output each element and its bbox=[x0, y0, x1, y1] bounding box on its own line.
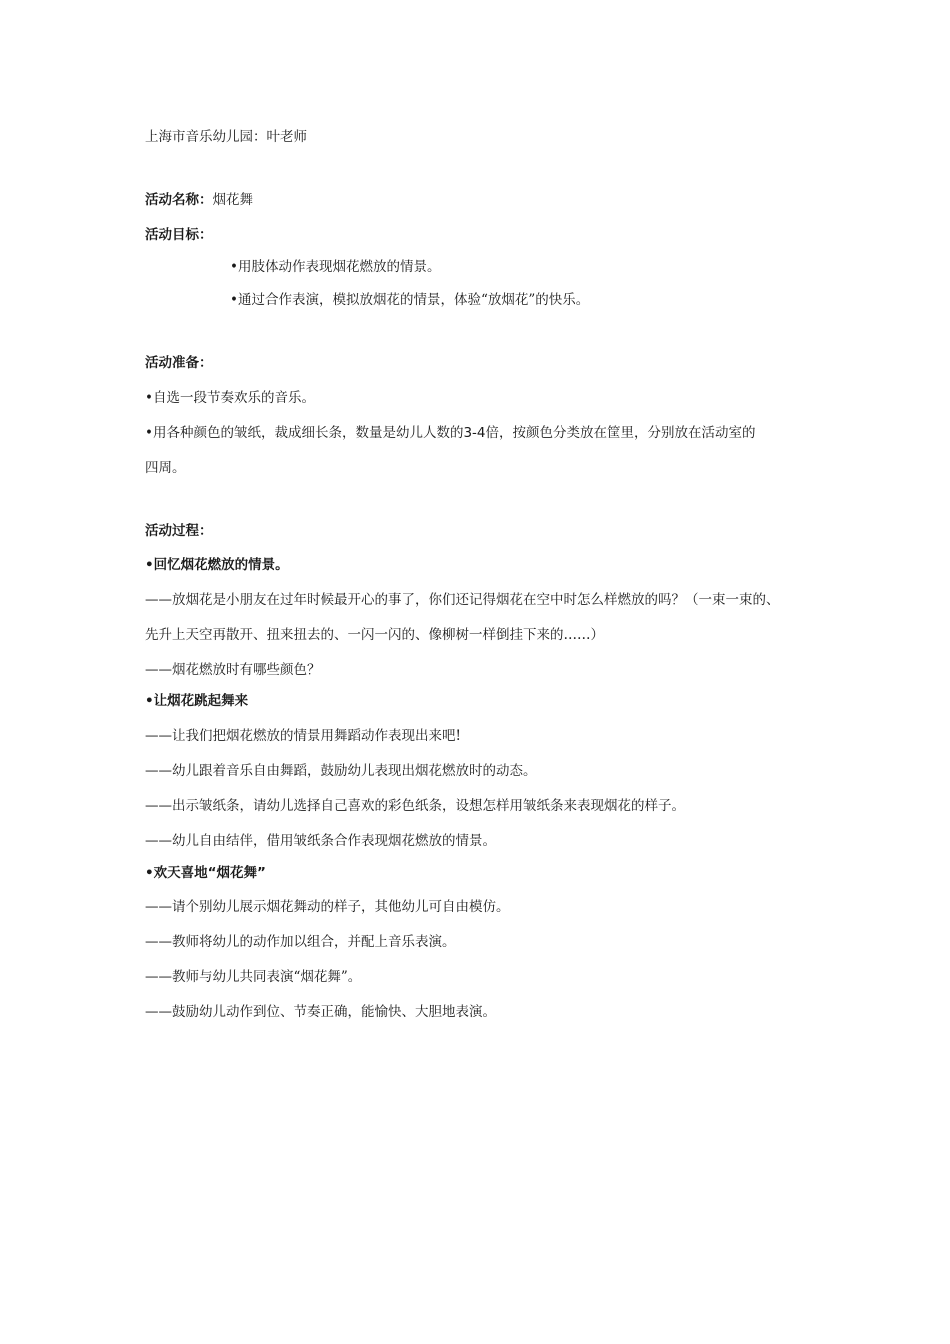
section-title: •回忆烟花燃放的情景。 bbox=[145, 557, 289, 573]
section-title: •让烟花跳起舞来 bbox=[145, 693, 249, 709]
goals-heading: 活动目标： bbox=[145, 227, 213, 243]
process-line: ——放烟花是小朋友在过年时候最开心的事了，你们还记得烟花在空中时怎么样燃放的吗？（一束一束的、 bbox=[145, 592, 780, 608]
preparation-item bbox=[145, 424, 756, 442]
activity-name-line bbox=[145, 191, 253, 209]
process-heading: 活动过程： bbox=[145, 523, 213, 539]
process-line: ——鼓励幼儿动作到位、节奏正确，能愉快、大胆地表演。 bbox=[145, 1004, 496, 1020]
process-line: ——教师将幼儿的动作加以组合，并配上音乐表演。 bbox=[145, 934, 456, 950]
preparation-continuation: 四周。 bbox=[145, 460, 186, 476]
process-line: ——幼儿自由结伴，借用皱纸条合作表现烟花燃放的情景。 bbox=[145, 833, 496, 849]
process-line: 先升上天空再散开、扭来扭去的、一闪一闪的、像柳树一样倒挂下来的……） bbox=[145, 627, 604, 643]
goal-item: •用肢体动作表现烟花燃放的情景。 bbox=[230, 259, 441, 275]
activity-name-label: 活动名称： bbox=[145, 192, 213, 208]
section-title: •欢天喜地“烟花舞” bbox=[145, 865, 266, 881]
preparation-number: 3-4 bbox=[463, 425, 486, 441]
activity-name-value: 烟花舞 bbox=[212, 192, 253, 208]
process-line: ——烟花燃放时有哪些颜色？ bbox=[145, 662, 321, 678]
preparation-text: 倍，按颜色分类放在筐里，分别放在活动室的 bbox=[485, 425, 756, 441]
preparation-heading: 活动准备： bbox=[145, 355, 213, 371]
process-line: ——出示皱纸条，请幼儿选择自己喜欢的彩色纸条，设想怎样用皱纸条来表现烟花的样子。 bbox=[145, 798, 685, 814]
process-line: ——教师与幼儿共同表演“烟花舞”。 bbox=[145, 969, 362, 985]
goal-item: •通过合作表演，模拟放烟花的情景，体验“放烟花”的快乐。 bbox=[230, 292, 590, 308]
process-line: ——幼儿跟着音乐自由舞蹈，鼓励幼儿表现出烟花燃放时的动态。 bbox=[145, 763, 537, 779]
author-line: 上海市音乐幼儿园：叶老师 bbox=[145, 129, 307, 145]
process-line: ——让我们把烟花燃放的情景用舞蹈动作表现出来吧! bbox=[145, 728, 461, 744]
process-line: ——请个别幼儿展示烟花舞动的样子，其他幼儿可自由模仿。 bbox=[145, 899, 510, 915]
preparation-item: •自选一段节奏欢乐的音乐。 bbox=[145, 390, 315, 406]
preparation-text: •用各种颜色的皱纸，裁成细长条，数量是幼儿人数的 bbox=[145, 425, 464, 441]
